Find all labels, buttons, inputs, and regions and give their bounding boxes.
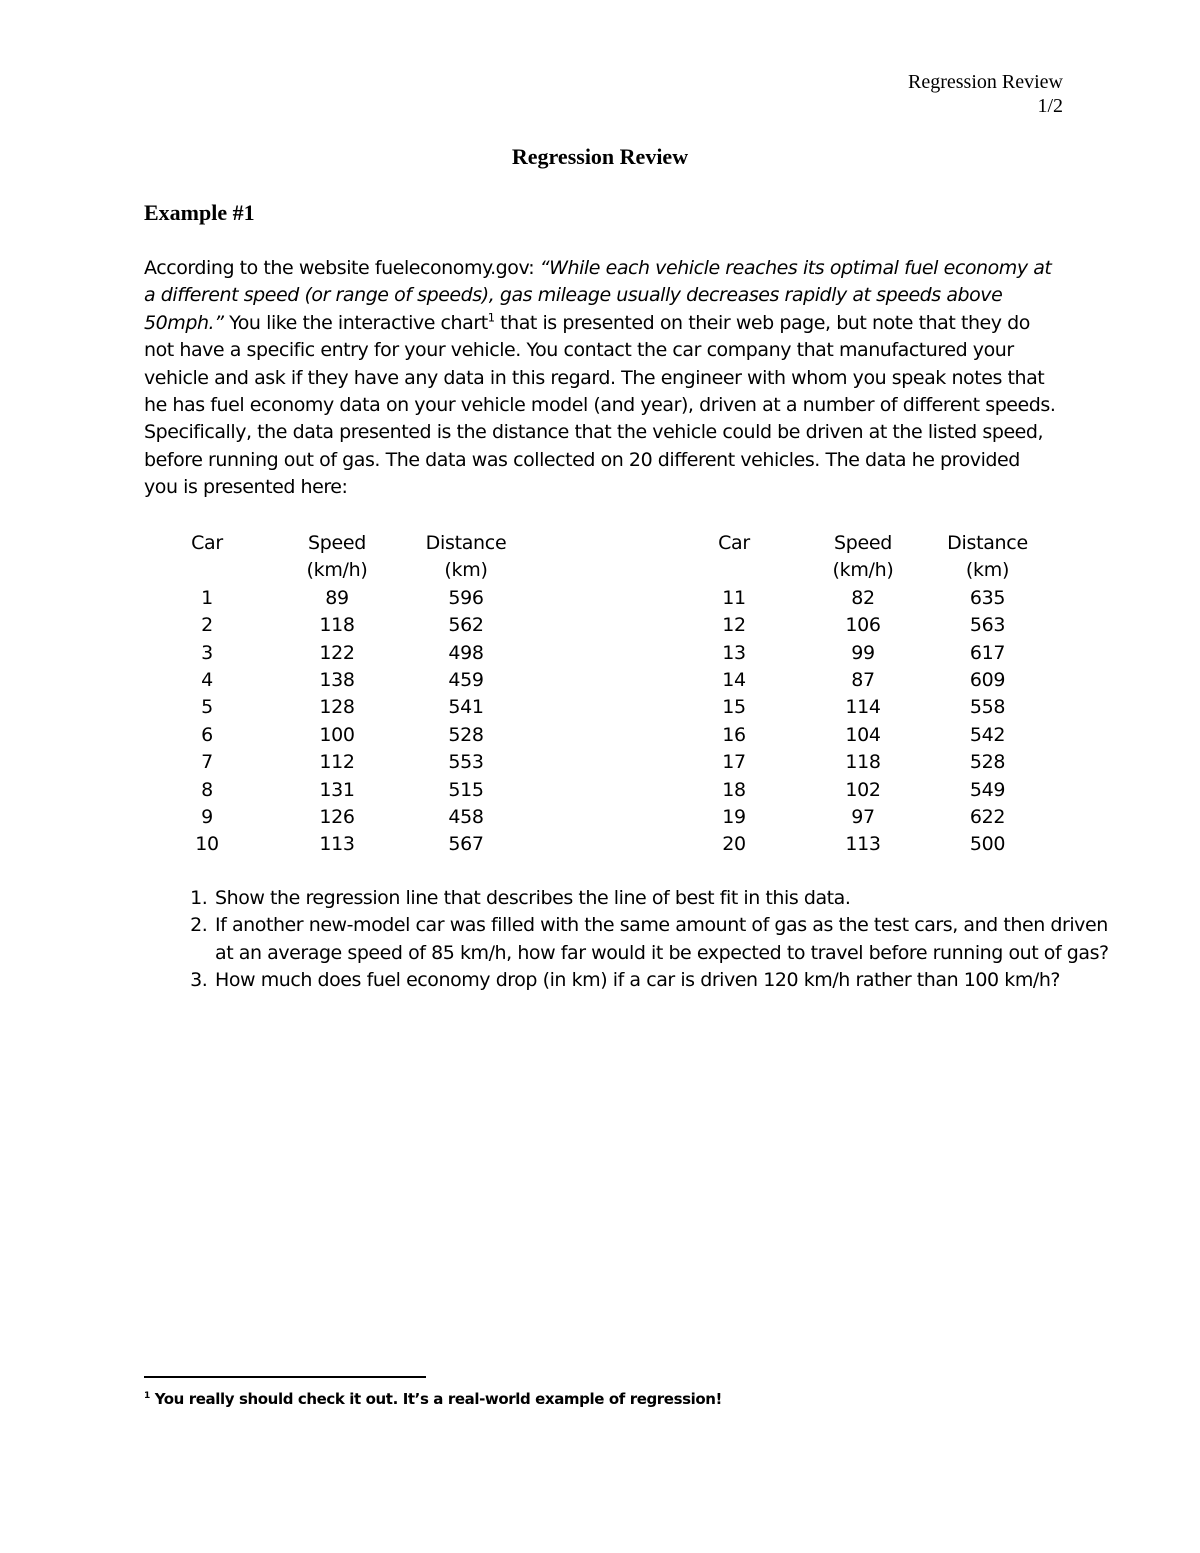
question-item: 2. If another new-model car was filled with the same amount of gas as the test cars, and then driven at an average speed of 85 km/h, how far would it be expected to travel before running out of gas? xyxy=(213,912,1113,967)
col-spacer xyxy=(528,640,667,667)
cell-speed: 99 xyxy=(851,641,875,664)
col-spacer xyxy=(528,749,667,776)
col-spacer xyxy=(528,530,667,557)
cell-distance: 528 xyxy=(969,751,1006,774)
cell-speed: 102 xyxy=(845,778,881,801)
table-row xyxy=(144,612,1050,639)
question-item: 1. Show the regression line that describes the line of best fit in this data. xyxy=(213,885,1113,912)
col-spacer xyxy=(528,557,667,584)
cell-distance: 459 xyxy=(448,669,484,692)
cell-speed: 112 xyxy=(319,751,355,774)
cell-speed: 118 xyxy=(319,614,355,637)
cell-distance: 528 xyxy=(448,723,484,746)
table-row xyxy=(144,667,1050,694)
cell-speed: 82 xyxy=(851,586,875,609)
cell-distance: 558 xyxy=(969,696,1006,719)
cell-speed: 113 xyxy=(319,833,355,856)
cell-car: 10 xyxy=(195,833,219,856)
table-row xyxy=(144,831,1050,858)
cell-speed: 138 xyxy=(319,669,355,692)
cell-car: 17 xyxy=(722,751,746,774)
cell-distance: 458 xyxy=(448,806,484,829)
header-title: Regression Review xyxy=(908,71,1063,93)
cell-speed: 100 xyxy=(319,723,355,746)
page-title: Regression Review xyxy=(511,144,689,169)
col-header-distance: Distance xyxy=(425,532,507,554)
cell-distance: 500 xyxy=(969,833,1006,856)
cell-car: 12 xyxy=(722,614,746,637)
example-heading: Example #1 xyxy=(144,200,255,225)
table-row xyxy=(144,694,1050,721)
cell-distance: 498 xyxy=(448,641,484,664)
question-list xyxy=(144,885,1113,995)
cell-distance: 567 xyxy=(448,833,484,856)
cell-car: 19 xyxy=(722,806,746,829)
col-spacer xyxy=(528,722,667,749)
cell-car: 20 xyxy=(722,833,746,856)
cell-car: 2 xyxy=(201,614,213,637)
cell-car: 16 xyxy=(722,723,746,746)
cell-speed: 89 xyxy=(325,586,349,609)
cell-speed: 104 xyxy=(845,723,881,746)
cell-speed: 97 xyxy=(851,806,875,829)
footnote-divider xyxy=(144,1376,426,1378)
cell-distance: 542 xyxy=(969,723,1006,746)
cell-distance: 553 xyxy=(448,751,484,774)
cell-speed: 87 xyxy=(851,669,875,692)
col-unit-car xyxy=(144,557,270,584)
col-header-distance: Distance xyxy=(947,532,1028,554)
cell-distance: 563 xyxy=(969,614,1006,637)
table-row xyxy=(144,749,1050,776)
cell-car: 8 xyxy=(201,778,213,801)
table-row xyxy=(144,640,1050,667)
cell-speed: 113 xyxy=(845,833,881,856)
cell-distance: 635 xyxy=(969,586,1006,609)
cell-car: 13 xyxy=(722,641,746,664)
cell-car: 18 xyxy=(722,778,746,801)
col-unit-speed: (km/h) xyxy=(832,559,894,582)
footnote-reference: 1 xyxy=(487,310,495,325)
col-spacer xyxy=(528,612,667,639)
table-header-row xyxy=(144,530,1050,557)
cell-car: 6 xyxy=(201,723,213,746)
col-spacer xyxy=(528,804,667,831)
col-header-speed: Speed xyxy=(307,532,367,554)
footnote-text: You really should check it out. It’s a real-world example of regression! xyxy=(149,1390,722,1408)
cell-speed: 114 xyxy=(845,696,881,719)
table-row xyxy=(144,585,1050,612)
running-header xyxy=(908,70,1063,118)
footnote xyxy=(144,1390,722,1408)
cell-car: 15 xyxy=(722,696,746,719)
cell-speed: 126 xyxy=(319,806,355,829)
col-spacer xyxy=(528,585,667,612)
cell-distance: 562 xyxy=(448,614,484,637)
col-spacer xyxy=(528,777,667,804)
col-spacer xyxy=(528,667,667,694)
footnote-marker: 1 xyxy=(144,1391,150,1401)
intro-text-2: You like the interactive chart xyxy=(223,311,488,334)
cell-distance: 617 xyxy=(969,641,1006,664)
cell-car: 9 xyxy=(201,806,213,829)
cell-speed: 122 xyxy=(319,641,355,664)
cell-distance: 622 xyxy=(969,806,1006,829)
table-row xyxy=(144,804,1050,831)
table-row xyxy=(144,722,1050,749)
cell-distance: 541 xyxy=(448,696,484,719)
intro-text-1: According to the website fueleconomy.gov: xyxy=(144,257,540,279)
intro-quote: “While each vehicle reaches its optimal fuel economy at a different speed (or range of speeds), gas mileage usually decreases rapidly at speeds above 50mph.” xyxy=(144,257,1052,334)
data-table xyxy=(144,530,1050,859)
col-spacer xyxy=(528,831,667,858)
cell-speed: 106 xyxy=(845,614,881,637)
col-header-car: Car xyxy=(191,532,223,554)
col-header-speed: Speed xyxy=(833,532,893,554)
col-unit-distance: (km) xyxy=(444,559,488,582)
col-unit-speed: (km/h) xyxy=(306,559,368,582)
col-unit-car xyxy=(667,557,801,584)
cell-car: 4 xyxy=(201,669,213,692)
cell-speed: 128 xyxy=(319,696,355,719)
intro-paragraph xyxy=(144,255,1056,502)
cell-car: 5 xyxy=(201,696,213,719)
cell-speed: 118 xyxy=(845,751,881,774)
table-unit-row xyxy=(144,557,1050,584)
col-unit-distance: (km) xyxy=(965,559,1010,582)
cell-car: 3 xyxy=(201,641,213,664)
cell-distance: 549 xyxy=(969,778,1006,801)
cell-distance: 596 xyxy=(448,586,484,609)
cell-car: 7 xyxy=(201,751,213,774)
cell-car: 1 xyxy=(201,586,213,609)
table-row xyxy=(144,777,1050,804)
col-spacer xyxy=(528,694,667,721)
cell-speed: 131 xyxy=(319,778,355,801)
cell-distance: 515 xyxy=(448,778,484,801)
cell-distance: 609 xyxy=(969,669,1006,692)
question-item: 3. How much does fuel economy drop (in km) if a car is driven 120 km/h rather than 100 km/h? xyxy=(213,967,1113,994)
intro-text-3: that is presented on their web page, but note that they do not have a specific entry for your vehicle. You contact the car company that manufactured your vehicle and ask if they have any data in this regard. The engineer with whom you speak notes that he has fuel economy data on your vehicle model (and year), driven at a number of different speeds. Specifically, the data presented is the distance that the vehicle could be driven at the listed speed, before running out of gas. The data was collected on 20 different vehicles. The data he provided you is presented here: xyxy=(144,311,1056,499)
header-page-number: 1/2 xyxy=(1037,95,1063,117)
cell-car: 11 xyxy=(722,586,746,609)
cell-car: 14 xyxy=(722,669,746,692)
col-header-car: Car xyxy=(718,532,750,554)
